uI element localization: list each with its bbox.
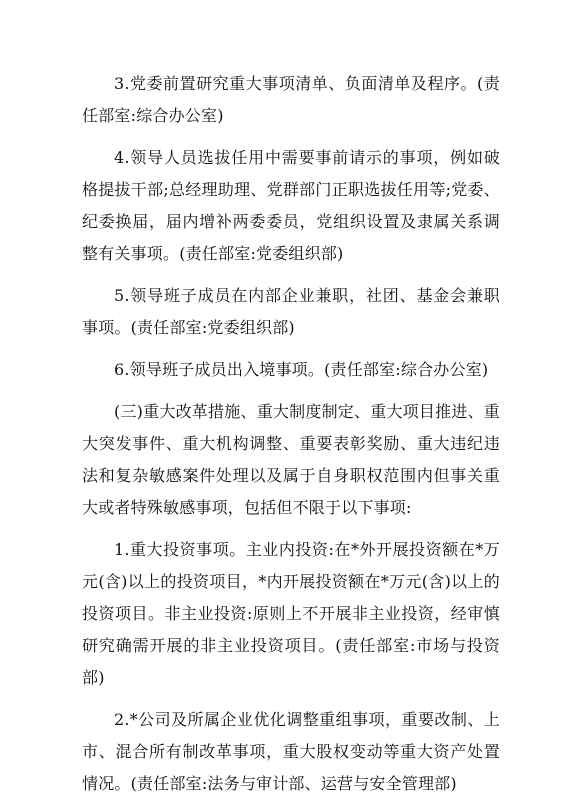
paragraph-investment-items: 1.重大投资事项。主业内投资:在*外开展投资额在*万元(含)以上的投资项目，*内开展投资额在*万元(含)以上的投资项目。非主业投资:原则上不开展非主业投资，经审慎研究确需开展的非主业投资项目。(责任部室:市场与投资部) — [82, 540, 500, 687]
paragraph-restructuring-items: 2.*公司及所属企业优化调整重组事项，重要改制、上市、混合所有制改革事项，重大股权变动等重大资产处置情况。(责任部室:法务与审计部、运营与安全管理部) — [82, 710, 500, 793]
paragraph-item-6: 6.领导班子成员出入境事项。(责任部室:综合办公室) — [114, 360, 489, 379]
document-body — [82, 68, 500, 810]
paragraph-item-5: 5.领导班子成员在内部企业兼职，社团、基金会兼职事项。(责任部室:党委组织部) — [82, 286, 500, 337]
section-three-heading-paragraph: (三)重大改革措施、重大制度制定、重大项目推进、重大突发事件、重大机构调整、重要表彰奖励、重大违纪违法和复杂敏感案件处理以及属于自身职权范围内但事关重大或者特殊敏感事项，包括但不限于以下事项: — [82, 402, 500, 517]
paragraph-item-4: 4.领导人员选拔任用中需要事前请示的事项，例如破格提拔干部;总经理助理、党群部门正职选拔任用等;党委、纪委换届，届内增补两委委员，党组织设置及隶属关系调整有关事项。(责任部室:党委组织部) — [82, 148, 500, 263]
paragraph-item-3: 3.党委前置研究重大事项清单、负面清单及程序。(责任部室:综合办公室) — [82, 74, 500, 125]
